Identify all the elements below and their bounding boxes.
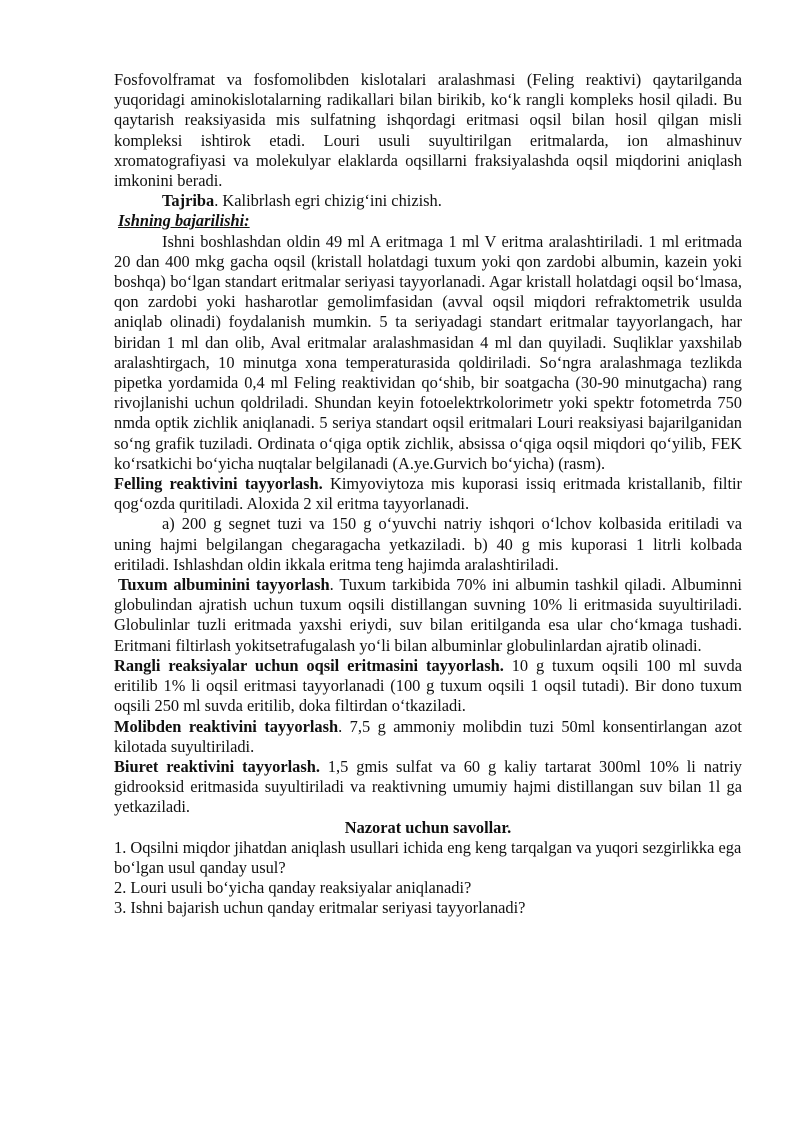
albumin-text: . Tuxum tarkibida 70% ini albumin tashkil qiladi. Albuminni globulindan ajratish uchun tuxum oqsili distillangan suvning 10% li eritmasida suyultiriladi. Globulinlar tuzli eritmada yaxshi eriydi, suv bilan eritilganda esa ular cho‘kmaga tushadi. Eritmani filtirlash yokitsetrafugalash yo‘li bilan albuminlar globulinlardan ajratib olinadi. [114, 575, 742, 655]
biuret-text: 1,5 gmis sulfat va 60 g kaliy tartarat 300ml 10% li natriy gidrooksid eritmasida suyultiriladi va reaktivning umumiy hajmi distillangan suv bilan 1l ga yetkaziladi. [114, 756, 742, 817]
tajriba-label: Tajriba [162, 191, 215, 211]
ishning-heading-line [114, 211, 742, 231]
albumin-paragraph [114, 575, 742, 656]
feling-paragraph [114, 474, 742, 514]
question-item: 1. Oqsilni miqdor jihatdan aniqlash usullari ichida eng keng tarqalgan va yuqori sezgirlikka ega bo‘lgan usul qanday usul? [114, 837, 742, 877]
rangli-paragraph [114, 656, 742, 717]
tajriba-text: . Kalibrlash egri chizig‘ini chizish. [214, 191, 442, 211]
rangli-text: 10 g tuxum oqsili 100 ml suvda eritilib 1% li oqsil eritmasi tayyorlanadi (100 g tuxum oqsili 1 oqsil tutadi). Bir dono tuxum oqsili 250 ml suvda eritilib, doka filtirdan o‘tkaziladi. [114, 655, 742, 716]
molibden-paragraph [114, 717, 742, 757]
ishning-heading: Ishning bajarilishi: [118, 211, 250, 231]
intro-paragraph: Fosfovolframat va fosfomolibden kislotalari aralashmasi (Feling reaktivi) qaytarilganda yuqoridagi aminokislotalarning radikallari bilan birikib, ko‘k rangli kompleks hosil qiladi. Bu qaytarish reaksiyasida mis sulfatning ishqordagi eritmasi oqsil bilan hosil qilgan misli kompleksi ishtirok etadi. Louri usuli suyultirilgan eritmalarda, ion almashinuv xromatografiyasi va molekulyar elaklarda oqsillarni fraksiyalashda oqsil miqdorini aniqlash imkonini beradi. [114, 70, 742, 191]
tajriba-paragraph [114, 191, 742, 211]
biuret-label: Biuret reaktivini tayyorlash. [114, 756, 320, 776]
molibden-text: . 7,5 g ammoniy molibdin tuzi 50ml konsentirlangan azot kilotada suyultiriladi. [114, 716, 742, 756]
question-item: 2. Louri usuli bo‘yicha qanday reaksiyalar aniqlanadi? [114, 878, 472, 898]
questions-heading [114, 818, 742, 838]
question-item: 3. Ishni bajarish uchun qanday eritmalar seriyasi tayyorlanadi? [114, 898, 526, 918]
feling-text: Kimyoviytoza mis kuporasi issiq eritmada kristallanib, filtir qog‘ozda quritiladi. Aloxida 2 xil eritma tayyorlanadi. [114, 474, 743, 514]
feling-label: Felling reaktivini tayyorlash. [114, 474, 323, 494]
biuret-paragraph [114, 757, 742, 818]
rangli-label: Rangli reaksiyalar uchun oqsil eritmasini tayyorlash. [114, 655, 504, 675]
molibden-label: Molibden reaktivini tayyorlash [114, 716, 339, 736]
questions-heading-text: Nazorat uchun savollar. [344, 817, 512, 837]
albumin-label: Tuxum albuminini tayyorlash [118, 575, 330, 595]
procedure-paragraph: Ishni boshlashdan oldin 49 ml A eritmaga 1 ml V eritma aralashtiriladi. 1 ml eritmada 20 dan 400 mkg gacha oqsil (kristall holatdagi tuxum yoki qon zardobi albumin, kazein yoki boshqa) bo‘lgan standart eritmalar seriyasi tayyorlanadi. Agar kristall holatdagi oqsil bo‘lmasa, qon zardobi yoki hasharotlar gemolimfasidan (avval oqsil miqdori refraktometrik usulda aniqlab olinadi) foydalanish mumkin. 5 ta seriyadagi standart eritmalar tayyorlangach, har biridan 1 ml dan olib, Aval eritmalar aralashmasidan 4 ml dan quyiladi. Suqliklar yaxshilab aralashtirgach, 10 minutga xona temperaturasida qoldiriladi. So‘ngra aralashmaga tezlikda pipetka yordamida 0,4 ml Feling reaktividan qo‘shib, bir soatgacha (30-90 minutgacha) rang rivojlanishi uchun qoldriladi. Shundan keyin fotoelektrkolorimetr yoki spektr fotometrda 750 nmda optik zichlik aniqlanadi. 5 seriya standart oqsil eritmalari Louri reaksiyasi bajarilganidan so‘ng grafik tuziladi. Ordinata o‘qiga optik zichlik, absissa o‘qiga oqsil miqdori qo‘yilib, FEK ko‘rsatkichi bo‘yicha nuqtalar belgilanadi (A.ye.Gurvich bo‘yicha) (rasm). [114, 231, 742, 473]
feling-steps-paragraph: a) 200 g segnet tuzi va 150 g o‘yuvchi natriy ishqori o‘lchov kolbasida eritiladi va uning hajmi belgilangan chegaragacha yetkaziladi. b) 40 g mis kuporasi 1 litrli kolbada eritiladi. Ishlashdan oldin ikkala eritma teng hajimda aralashtiriladi. [114, 514, 742, 574]
